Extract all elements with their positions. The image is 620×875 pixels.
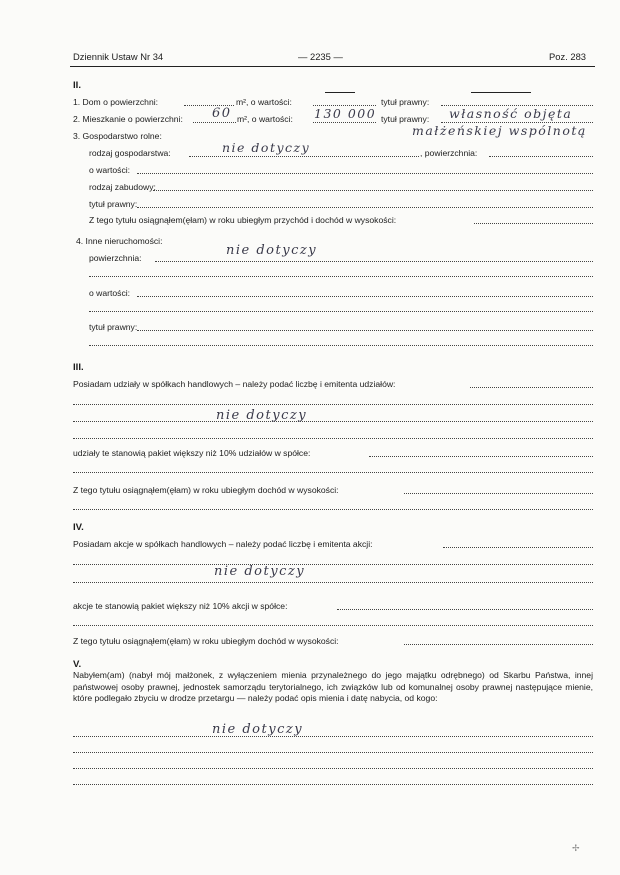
dom-unit-label: m², o wartości: bbox=[236, 97, 292, 107]
dom-title-label: tytuł prawny: bbox=[381, 97, 430, 107]
page-number: — 2235 — bbox=[298, 51, 343, 62]
akcje-answer: nie dotyczy bbox=[214, 564, 306, 579]
gospodarstwo-type-field[interactable] bbox=[189, 156, 419, 157]
mieszkanie-label: 2. Mieszkanie o powierzchni: bbox=[73, 114, 183, 124]
akcje-field[interactable] bbox=[443, 547, 593, 548]
nabycie-field-2[interactable] bbox=[73, 752, 593, 753]
udzialy-field[interactable] bbox=[470, 387, 593, 388]
position-number: Poz. 283 bbox=[549, 51, 587, 62]
inne-area-label: powierzchnia: bbox=[89, 253, 142, 263]
gospodarstwo-income-label: Z tego tytułu osiągnąłem(ęłam) w roku ubiegłym przychód i dochód w wysokości: bbox=[89, 215, 397, 225]
gospodarstwo-type-value: nie dotyczy bbox=[222, 140, 311, 155]
gospodarstwo-heading: 3. Gospodarstwo rolne: bbox=[73, 131, 162, 141]
akcje-question: Posiadam akcje w spółkach handlowych – należy podać liczbę i emitenta akcji: bbox=[73, 539, 373, 549]
page-corner-mark: ✢ bbox=[572, 843, 580, 853]
gospodarstwo-area-label: , powierzchnia: bbox=[420, 148, 478, 158]
mieszkanie-title-value: własność objęta bbox=[449, 106, 573, 121]
udzialy-field-3[interactable] bbox=[73, 421, 593, 422]
akcje-pakiet-field-2[interactable] bbox=[73, 625, 593, 626]
udzialy-field-2[interactable] bbox=[73, 404, 593, 405]
mieszkanie-title-value-continued: małżeńskiej wspólnotą bbox=[412, 123, 587, 138]
inne-area-field-2[interactable] bbox=[89, 276, 593, 277]
akcje-field-3[interactable] bbox=[73, 582, 593, 583]
gospodarstwo-income-field[interactable] bbox=[474, 223, 593, 224]
mieszkanie-value: 130 000 bbox=[314, 106, 377, 121]
mieszkanie-unit-label: m², o wartości: bbox=[237, 114, 293, 124]
gospodarstwo-title-field[interactable] bbox=[137, 207, 593, 208]
journal-title: Dziennik Ustaw Nr 34 bbox=[73, 51, 164, 62]
udzialy-pakiet-question: udziały te stanowią pakiet większy niż 10% udziałów w spółce: bbox=[73, 448, 311, 458]
udzialy-income-field-2[interactable] bbox=[73, 509, 593, 510]
dom-value-stroke bbox=[325, 92, 355, 93]
udzialy-pakiet-field[interactable] bbox=[369, 456, 593, 457]
section-iii-label: III. bbox=[73, 362, 84, 373]
gospodarstwo-type-label: rodzaj gospodarstwa: bbox=[89, 148, 171, 158]
inne-value-field-2[interactable] bbox=[89, 311, 593, 312]
inne-value-field[interactable] bbox=[137, 296, 593, 297]
gospodarstwo-area-field[interactable] bbox=[489, 156, 593, 157]
udzialy-income-field[interactable] bbox=[404, 493, 593, 494]
akcje-pakiet-question: akcje te stanowią pakiet większy niż 10% akcji w spółce: bbox=[73, 601, 288, 611]
inne-area-value: nie dotyczy bbox=[226, 243, 318, 258]
udzialy-question: Posiadam udziały w spółkach handlowych – należy podać liczbę i emitenta udziałów: bbox=[73, 379, 396, 389]
inne-title-field-2[interactable] bbox=[89, 345, 593, 346]
gospodarstwo-title-label: tytuł prawny: bbox=[89, 199, 138, 209]
mieszkanie-area-field[interactable] bbox=[193, 122, 236, 123]
udzialy-answer: nie dotyczy bbox=[216, 408, 308, 423]
section-iv-label: IV. bbox=[73, 522, 84, 533]
akcje-income-field[interactable] bbox=[404, 644, 593, 645]
akcje-field-2[interactable] bbox=[73, 564, 593, 565]
inne-title-label: tytuł prawny: bbox=[89, 322, 138, 332]
udzialy-pakiet-field-2[interactable] bbox=[73, 472, 593, 473]
gospodarstwo-value-field[interactable] bbox=[137, 173, 593, 174]
mieszkanie-value-field[interactable] bbox=[313, 122, 376, 123]
nabycie-field-3[interactable] bbox=[73, 768, 593, 769]
dom-label: 1. Dom o powierzchni: bbox=[73, 97, 159, 107]
inne-value-label: o wartości: bbox=[89, 288, 131, 298]
udzialy-field-4[interactable] bbox=[73, 438, 593, 439]
gospodarstwo-build-field[interactable] bbox=[153, 190, 593, 191]
nabycie-answer: nie dotyczy bbox=[212, 722, 304, 737]
udzialy-income-question: Z tego tytułu osiągnąłem(ęłam) w roku ubiegłym dochód w wysokości: bbox=[73, 485, 339, 495]
akcje-pakiet-field[interactable] bbox=[337, 609, 593, 610]
inne-heading: 4. Inne nieruchomości: bbox=[76, 236, 163, 246]
gospodarstwo-build-label: rodzaj zabudowy: bbox=[89, 182, 156, 192]
nabycie-field-4[interactable] bbox=[73, 784, 593, 785]
akcje-income-question: Z tego tytułu osiągnąłem(ęłam) w roku ubiegłym dochód w wysokości: bbox=[73, 636, 339, 646]
dom-title-stroke bbox=[471, 92, 531, 93]
inne-area-field[interactable] bbox=[155, 261, 593, 262]
section-ii-label: II. bbox=[73, 80, 81, 91]
mieszkanie-area-value: 60 bbox=[212, 106, 232, 121]
section-v-label: V. bbox=[73, 659, 82, 670]
inne-title-field[interactable] bbox=[137, 330, 593, 331]
mieszkanie-title-label: tytuł prawny: bbox=[381, 114, 430, 124]
nabycie-question: Nabyłem(am) (nabył mój małżonek, z wyłączeniem mienia przynależnego do jego majątku odrębnego) od Skarbu Państwa, innej państwowej osoby prawnej, jednostek samorządu terytorialnego, ich związków lub od komunalnej osoby prawnej następujące mienie, które podlegało zbyciu w drodze przetargu — należy podać opis mienia i datę nabycia, od kogo: bbox=[73, 670, 593, 704]
header-rule bbox=[70, 66, 595, 67]
gospodarstwo-value-label: o wartości: bbox=[89, 165, 131, 175]
nabycie-field[interactable] bbox=[73, 736, 593, 737]
